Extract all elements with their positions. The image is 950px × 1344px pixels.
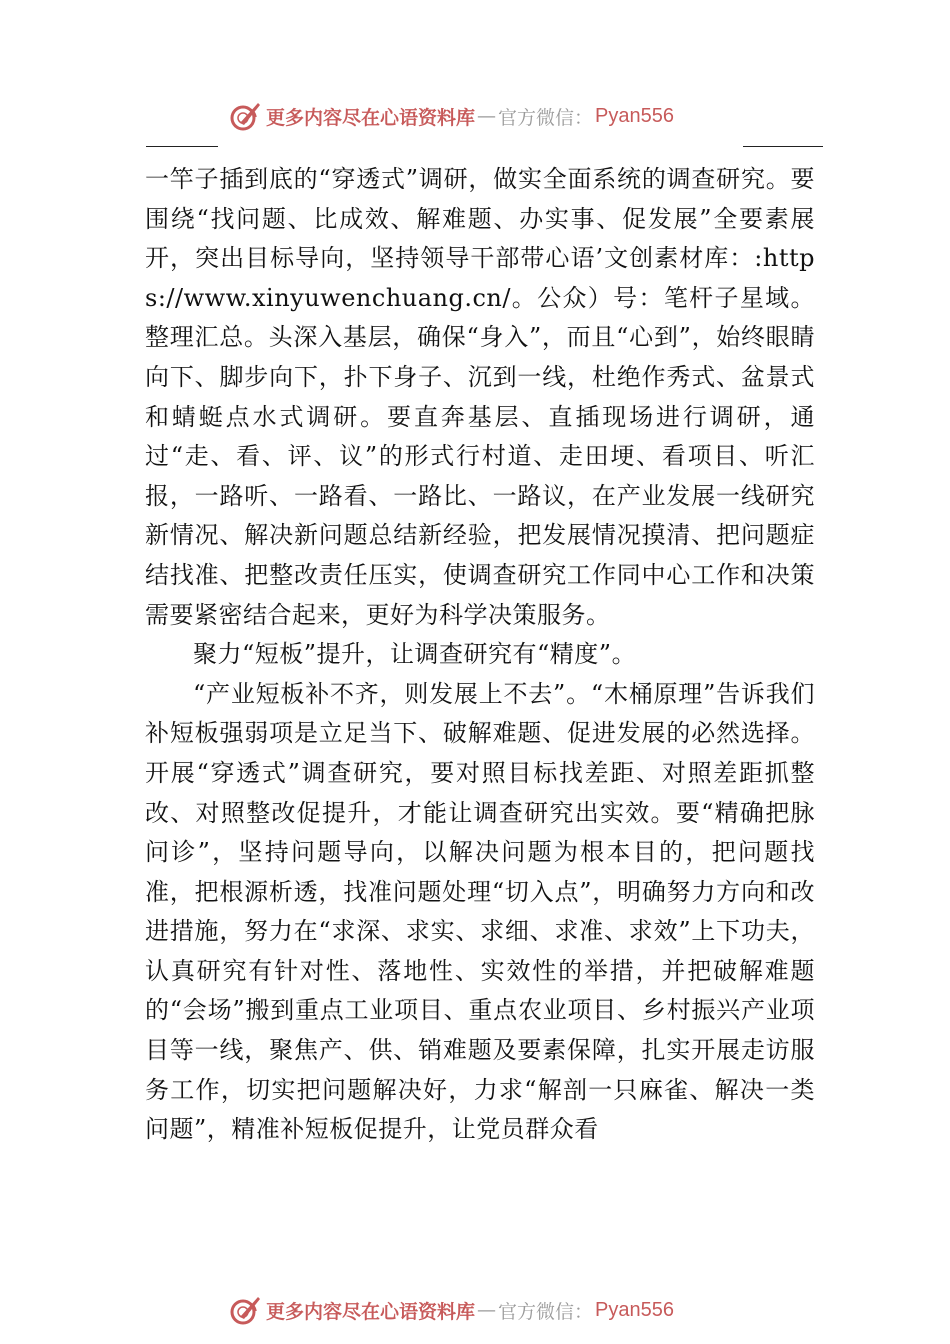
section-heading: 聚力“短板”提升，让调查研究有“精度”。 bbox=[193, 640, 637, 669]
header-banner bbox=[0, 96, 950, 136]
body-paragraph: “产业短板补不齐，则发展上不去”。“木桶原理”告诉我们补短板强弱项是立足当下、破解难题、促进发展的必然选择。开展“穿透式”调查研究，要对照目标找差距、对照差距抓整改、对照整改促提升，才能让调查研究出实效。要“精确把脉问诊”，坚持问题导向，以解决问题为根本目的，把问题找准，把根源析透，找准问题处理“切入点”，明确努力方向和改进措施，努力在“求深、求实、求细、求准、求效”上下功夫，认真研究有针对性、落地性、实效性的举措，并把破解难题的“会场”搬到重点工业项目、重点农业项目、乡村振兴产业项目等一线，聚焦产、供、销难题及要素保障，扎实开展走访服务工作，切实把问题解决好，力求“解剖一只麻雀、解决一类问题”，精准补短板促提升，让党员群众看 bbox=[145, 679, 815, 1144]
body-paragraph: 一竿子插到底的“穿透式”调研，做实全面系统的调查研究。要围绕“找问题、比成效、解难题、办实事、促发展”全要素展开，突出目标导向，坚持领导干部带心语’文创素材库：:https://www.xinyuwenchuang.cn/。公众）号：笔杆子星域。整理汇总。头深入基层，确保“身入”，而且“心到”，始终眼睛向下、脚步向下，扑下身子、沉到一线，杜绝作秀式、盆景式和蜻蜓点水式调研。要直奔基层、直插现场进行调研，通过“走、看、评、议”的形式行村道、走田埂、看项目、听汇报，一路听、一路看、一路比、一路议，在产业发展一线研究新情况、解决新问题总结新经验，把发展情况摸清、把问题症结找准、把整改责任压实，使调查研究工作同中心工作和决策需要紧密结合起来，更好为科学决策服务。 bbox=[145, 165, 815, 629]
banner-separator: — bbox=[477, 1299, 497, 1321]
banner-brand-text: 更多内容尽在心语资料库 bbox=[266, 1300, 476, 1323]
banner-wechat-id: Pyan556 bbox=[595, 104, 674, 127]
banner-wechat-label: 官方微信： bbox=[498, 106, 594, 129]
quill-seal-logo-icon bbox=[228, 1293, 262, 1327]
banner-wechat-label: 官方微信： bbox=[498, 1300, 594, 1323]
banner-brand-text: 更多内容尽在心语资料库 bbox=[266, 106, 476, 129]
header-rule-right bbox=[743, 146, 823, 147]
banner-content bbox=[228, 1290, 674, 1330]
document-body bbox=[145, 160, 815, 1150]
banner-content bbox=[228, 96, 674, 136]
quill-seal-logo-icon bbox=[228, 99, 262, 133]
banner-wechat-id: Pyan556 bbox=[595, 1298, 674, 1321]
header-rule-left bbox=[146, 146, 218, 147]
banner-separator: — bbox=[477, 105, 497, 127]
footer-banner bbox=[0, 1290, 950, 1330]
